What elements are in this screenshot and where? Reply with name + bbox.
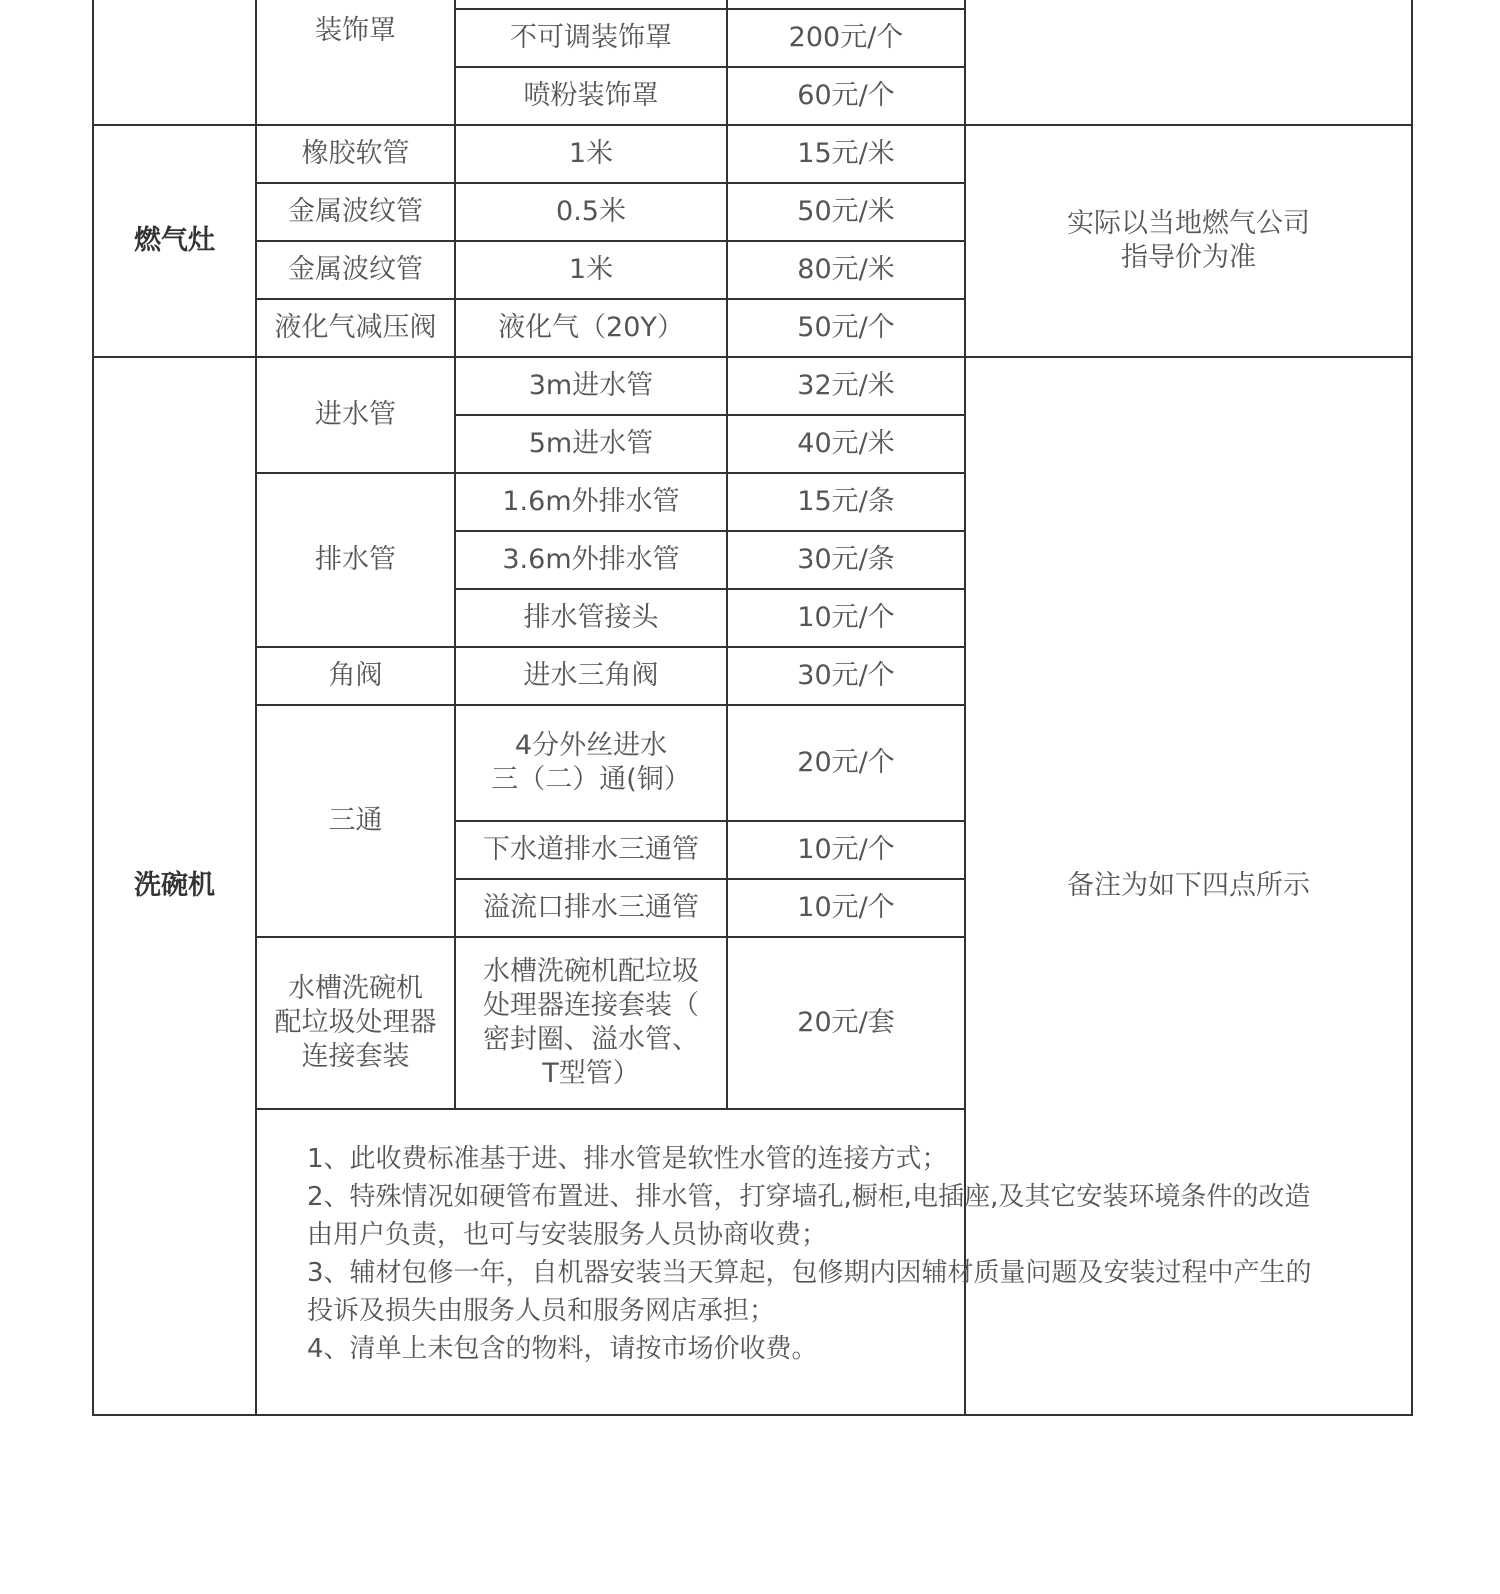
subcategory-cell — [256, 0, 455, 125]
price-table — [92, 0, 1413, 1416]
remark-line: 实际以当地燃气公司 — [1067, 208, 1310, 239]
price-cell: 30元/个 — [727, 647, 965, 705]
spec-cell — [455, 0, 727, 9]
spec-cell: 不可调装饰罩 — [455, 9, 727, 67]
spec-cell — [455, 705, 727, 821]
price-cell: 10元/个 — [727, 879, 965, 937]
spec-line: 密封圈、溢水管、 — [483, 1024, 699, 1055]
price-cell: 200元/个 — [727, 9, 965, 67]
price-cell: 15元/条 — [727, 473, 965, 531]
price-cell: 80元/米 — [727, 241, 965, 299]
spec-cell: 液化气（20Y） — [455, 299, 727, 357]
subcategory-cell: 排水管 — [256, 473, 455, 647]
subcategory-cell: 角阀 — [256, 647, 455, 705]
subcategory-cell: 三通 — [256, 705, 455, 937]
subcategory-line: 配垃圾处理器 — [274, 1007, 437, 1038]
subcategory-cell: 液化气减压阀 — [256, 299, 455, 357]
price-cell — [727, 0, 965, 9]
spec-cell: 3m进水管 — [455, 357, 727, 415]
note-line: 由用户负责，也可与安装服务人员协商收费； — [307, 1220, 828, 1250]
subcategory-cell: 金属波纹管 — [256, 241, 455, 299]
spec-cell — [455, 937, 727, 1109]
note-line: 2、特殊情况如硬管布置进、排水管，打穿墙孔,橱柜,电插座,及其它安装环境条件的改造 — [307, 1182, 1311, 1212]
spec-cell: 1.6m外排水管 — [455, 473, 727, 531]
category-gas-stove: 燃气灶 — [93, 125, 256, 357]
spec-line: 处理器连接套装（ — [483, 990, 699, 1021]
subcategory-cell: 金属波纹管 — [256, 183, 455, 241]
spec-line: 三（二）通(铜） — [491, 764, 691, 795]
spec-cell: 3.6m外排水管 — [455, 531, 727, 589]
remark-cell-top — [965, 0, 1412, 125]
price-cell: 32元/米 — [727, 357, 965, 415]
category-cell-top — [93, 0, 256, 125]
price-cell: 10元/个 — [727, 589, 965, 647]
price-cell: 20元/套 — [727, 937, 965, 1109]
notes-cell — [256, 1109, 1412, 1415]
note-line: 投诉及损失由服务人员和服务网店承担； — [307, 1296, 776, 1326]
subcategory-label: 装饰罩 — [315, 15, 396, 46]
subcategory-cell — [256, 937, 455, 1109]
note-line: 3、辅材包修一年，自机器安装当天算起，包修期内因辅材质量问题及安装过程中产生的 — [307, 1258, 1312, 1288]
spec-line: 水槽洗碗机配垃圾 — [483, 956, 699, 987]
spec-cell: 排水管接头 — [455, 589, 727, 647]
remark-line: 指导价为准 — [1121, 242, 1256, 273]
subcategory-line: 水槽洗碗机 — [288, 973, 423, 1004]
spec-cell: 下水道排水三通管 — [455, 821, 727, 879]
price-cell: 10元/个 — [727, 821, 965, 879]
remark-gas — [965, 125, 1412, 357]
price-cell: 15元/米 — [727, 125, 965, 183]
price-cell: 40元/米 — [727, 415, 965, 473]
price-cell: 60元/个 — [727, 67, 965, 125]
price-cell: 50元/个 — [727, 299, 965, 357]
spec-cell: 1米 — [455, 125, 727, 183]
spec-cell: 1米 — [455, 241, 727, 299]
spec-line: 4分外丝进水 — [514, 730, 668, 761]
spec-cell: 5m进水管 — [455, 415, 727, 473]
subcategory-cell: 进水管 — [256, 357, 455, 473]
note-line: 4、清单上未包含的物料，请按市场价收费。 — [307, 1334, 818, 1364]
spec-cell: 0.5米 — [455, 183, 727, 241]
price-cell: 50元/米 — [727, 183, 965, 241]
spec-cell: 溢流口排水三通管 — [455, 879, 727, 937]
category-dishwasher: 洗碗机 — [93, 357, 256, 1415]
spec-cell: 喷粉装饰罩 — [455, 67, 727, 125]
subcategory-cell: 橡胶软管 — [256, 125, 455, 183]
price-cell: 30元/条 — [727, 531, 965, 589]
spec-line: T型管） — [542, 1058, 640, 1089]
note-line: 1、此收费标准基于进、排水管是软性水管的连接方式； — [307, 1144, 948, 1174]
price-cell: 20元/个 — [727, 705, 965, 821]
spec-cell: 进水三角阀 — [455, 647, 727, 705]
remark-dishwasher: 备注为如下四点所示 — [965, 357, 1412, 1415]
subcategory-line: 连接套装 — [301, 1041, 410, 1072]
